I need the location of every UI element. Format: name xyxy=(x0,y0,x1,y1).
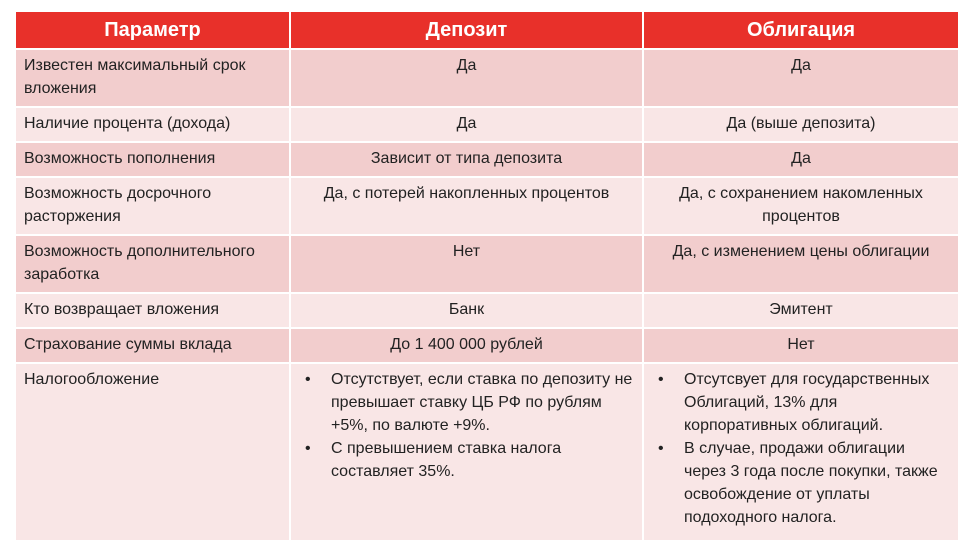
cell-param: Возможность пополнения xyxy=(16,142,290,177)
deposit-tax-list xyxy=(299,368,634,483)
cell-bond: Эмитент xyxy=(643,293,958,328)
cell-deposit: До 1 400 000 рублей xyxy=(290,328,643,363)
cell-bond: Да (выше депозита) xyxy=(643,107,958,142)
cell-param: Возможность дополнительного заработка xyxy=(16,235,290,293)
cell-deposit: Банк xyxy=(290,293,643,328)
table-row xyxy=(16,107,958,142)
header-row xyxy=(16,12,958,49)
cell-bond: Да xyxy=(643,49,958,107)
table-row xyxy=(16,293,958,328)
cell-deposit: Да, с потерей накопленных процентов xyxy=(290,177,643,235)
cell-bond xyxy=(643,363,958,540)
cell-param: Наличие процента (дохода) xyxy=(16,107,290,142)
cell-deposit xyxy=(290,363,643,540)
header-param: Параметр xyxy=(16,12,290,49)
table-row xyxy=(16,177,958,235)
cell-param: Налогообложение xyxy=(16,363,290,540)
cell-bond: Да, с сохранением накомленных процентов xyxy=(643,177,958,235)
cell-param: Известен максимальный срок вложения xyxy=(16,49,290,107)
table-row xyxy=(16,49,958,107)
comparison-table xyxy=(16,12,958,540)
cell-param: Страхование суммы вклада xyxy=(16,328,290,363)
table-row-tax xyxy=(16,363,958,540)
header-bond: Облигация xyxy=(643,12,958,49)
table-row xyxy=(16,328,958,363)
cell-deposit: Да xyxy=(290,49,643,107)
cell-bond: Да, с изменением цены облигации xyxy=(643,235,958,293)
cell-param: Возможность досрочного расторжения xyxy=(16,177,290,235)
table-row xyxy=(16,235,958,293)
cell-deposit: Нет xyxy=(290,235,643,293)
bond-tax-list xyxy=(652,368,950,529)
list-item: • С превышением ставка налога составляет 35%. xyxy=(331,437,634,483)
cell-deposit: Да xyxy=(290,107,643,142)
cell-bond: Да xyxy=(643,142,958,177)
cell-param: Кто возвращает вложения xyxy=(16,293,290,328)
cell-deposit: Зависит от типа депозита xyxy=(290,142,643,177)
list-item: • Отсутсвует для государственных Облигаций, 13% для корпоративных облигаций. xyxy=(684,368,950,437)
list-item: • В случае, продажи облигации через 3 года после покупки, также освобождение от уплаты подоходного налога. xyxy=(684,437,950,529)
list-item: • Отсутствует, если ставка по депозиту не превышает ставку ЦБ РФ по рублям +5%, по валюте +9%. xyxy=(331,368,634,437)
header-deposit: Депозит xyxy=(290,12,643,49)
cell-bond: Нет xyxy=(643,328,958,363)
table-row xyxy=(16,142,958,177)
